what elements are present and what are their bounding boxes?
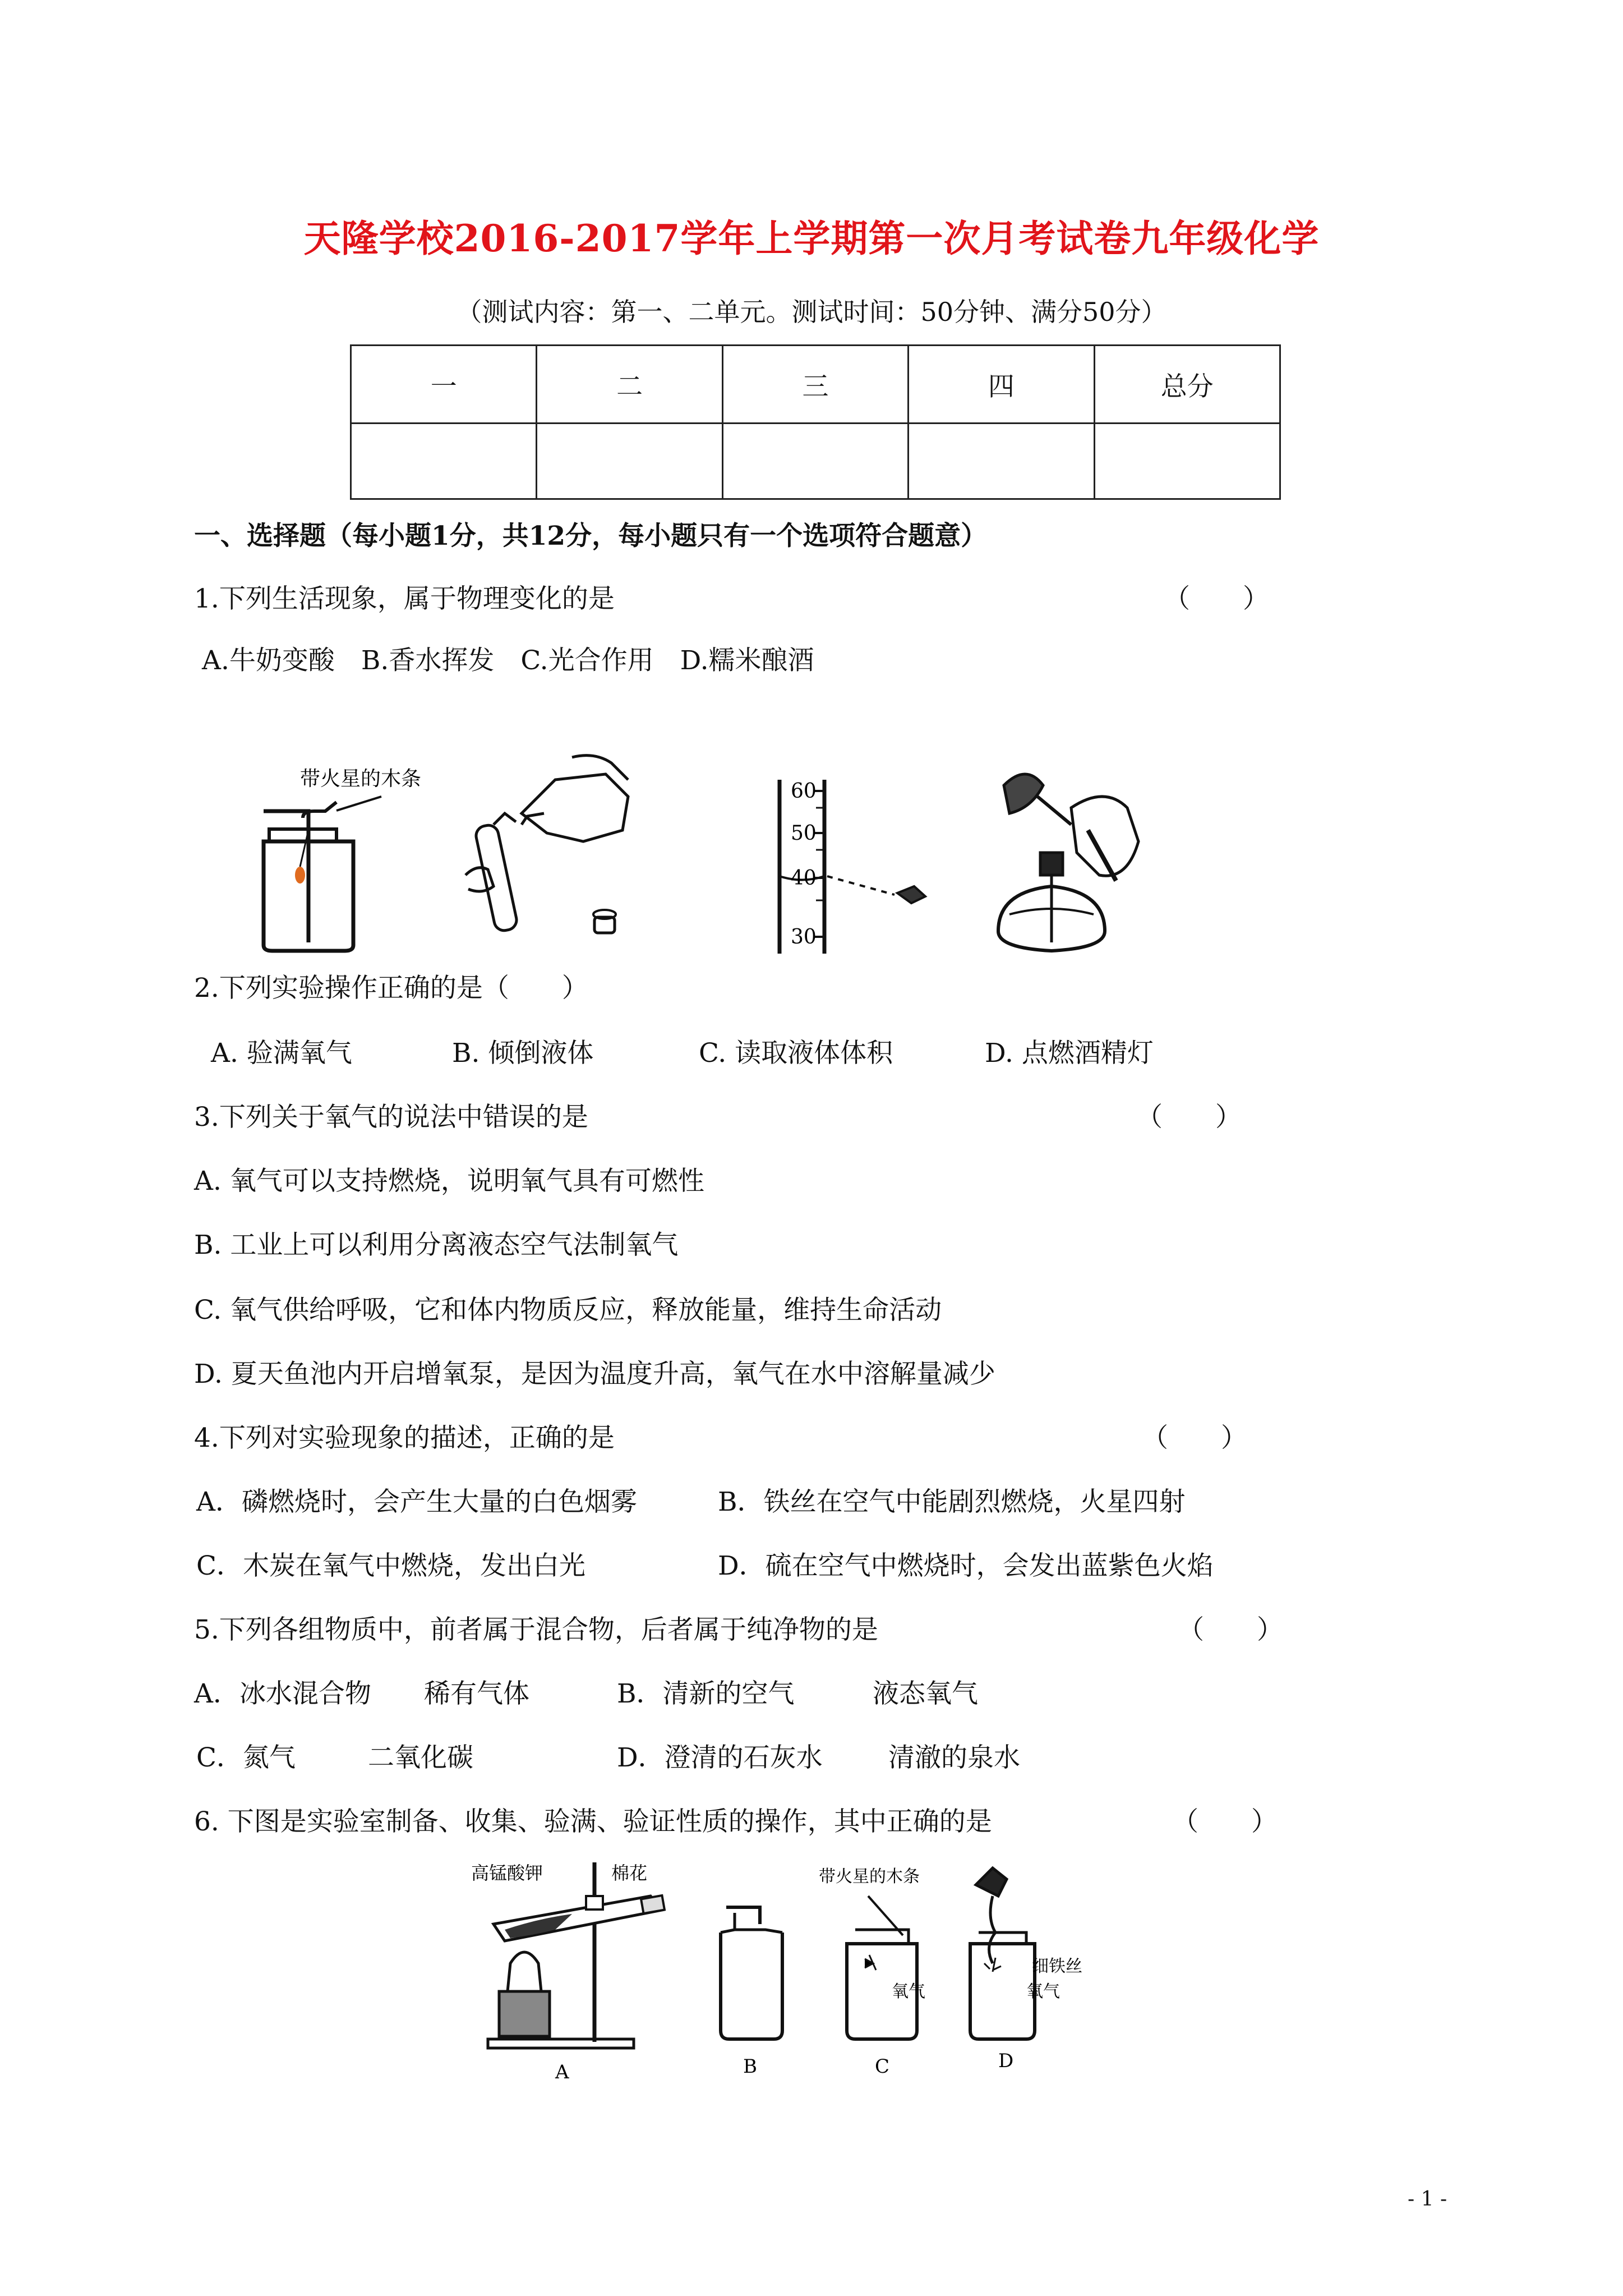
question-3-option-c: C. 氧气供给呼吸，它和体内物质反应，释放能量，维持生命活动 (194, 1295, 942, 1326)
question-5-option-a1: A．冰水混合物 (194, 1678, 371, 1709)
question-3-option-b: B. 工业上可以利用分离液态空气法制氧气 (194, 1230, 679, 1260)
question-4-stem: 4.下列对实验现象的描述，正确的是 (194, 1423, 615, 1453)
score-blank-cell (351, 424, 537, 499)
figure-label-oxygen-c: 氧气 (892, 1982, 925, 2001)
question-4-option-b: B．铁丝在空气中能剧烈燃烧，火星四射 (718, 1487, 1186, 1517)
cylinder-tick-label: 40 (791, 867, 817, 890)
question-2-stem: 2.下列实验操作正确的是（ ） (194, 973, 588, 1004)
question-3-stem: 3.下列关于氧气的说法中错误的是 (194, 1102, 588, 1133)
cylinder-tick-label: 60 (791, 780, 817, 803)
figure-label-splint: 带火星的木条 (300, 767, 422, 790)
question-3-option-a: A. 氧气可以支持燃烧，说明氧气具有可燃性 (194, 1166, 704, 1197)
question-3-answer-blank: （ ） (1136, 1102, 1242, 1133)
score-header-cell: 三 (722, 346, 908, 424)
question-3-option-d: D. 夏天鱼池内开启增氧泵，是因为温度升高，氧气在水中溶解量减少 (194, 1359, 995, 1389)
figure-label-kmno4: 高锰酸钾 (471, 1862, 543, 1884)
score-blank-cell (909, 424, 1094, 499)
score-blank-cell (1094, 424, 1280, 499)
score-table-header-row (351, 346, 1280, 424)
score-blank-cell (722, 424, 908, 499)
figure-graduated-cylinder (757, 774, 959, 965)
figure-a-heating-kmno4 (471, 1862, 665, 2083)
figure-label-cotton: 棉花 (611, 1862, 648, 1884)
figure-label-c: C (875, 2055, 890, 2078)
figure-label-b: B (743, 2055, 757, 2078)
figure-label-splint-c: 带火星的木条 (819, 1867, 920, 1887)
question-6-answer-blank: （ ） (1172, 1806, 1278, 1837)
question-4-option-c: C．木炭在氧气中燃烧，发出白光 (196, 1550, 585, 1581)
figure-label-iron-wire: 细铁丝 (1032, 1957, 1082, 1976)
question-5-option-b2: 液态氧气 (873, 1678, 978, 1709)
question-5-option-a2: 稀有气体 (424, 1678, 529, 1709)
figure-label-d: D (998, 2050, 1014, 2072)
score-blank-cell (537, 424, 722, 499)
cylinder-tick-label: 30 (791, 926, 817, 949)
question-2-option-a: A. 验满氧气 (211, 1038, 352, 1069)
question-5-option-d1: D．澄清的石灰水 (617, 1742, 823, 1773)
figure-oxygen-full-test (247, 757, 460, 959)
question-1-options: A.牛奶变酸 B.香水挥发 C.光合作用 D.糯米酿酒 (202, 645, 814, 676)
question-1-answer-blank: （ ） (1164, 583, 1269, 614)
score-header-cell: 总分 (1094, 346, 1280, 424)
exam-title: 天隆学校2016-2017学年上学期第一次月考试卷九年级化学 (303, 217, 1320, 260)
page-number: - 1 - (1408, 2188, 1447, 2211)
question-4-option-a: A．磷燃烧时，会产生大量的白色烟雾 (196, 1487, 637, 1517)
figure-b-collection-bottle (721, 1907, 782, 2078)
score-header-cell: 四 (909, 346, 1094, 424)
question-5-option-c1: C．氮气 (196, 1742, 296, 1773)
score-header-cell: 一 (351, 346, 537, 424)
question-5-option-d2: 清澈的泉水 (888, 1742, 1020, 1773)
section-heading: 一、选择题（每小题1分，共12分，每小题只有一个选项符合题意） (194, 521, 988, 551)
question-2-option-c: C. 读取液体体积 (699, 1038, 893, 1069)
question-4-answer-blank: （ ） (1142, 1423, 1247, 1453)
question-1-stem: 1.下列生活现象，属于物理变化的是 (194, 583, 615, 614)
question-6-stem: 6. 下图是实验室制备、收集、验满、验证性质的操作，其中正确的是 (194, 1806, 992, 1837)
question-5-option-c2: 二氧化碳 (368, 1742, 473, 1773)
figure-oxygen-experiments (460, 1851, 1144, 2087)
cylinder-tick-label: 50 (791, 822, 817, 845)
question-4-option-d: D．硫在空气中燃烧时，会发出蓝紫色火焰 (718, 1550, 1214, 1581)
figure-label-oxygen-d: 氧气 (1026, 1982, 1060, 2001)
figure-pouring-liquid (443, 746, 656, 959)
figure-c-oxygen-test (819, 1867, 925, 2078)
score-table (350, 344, 1281, 500)
question-5-option-b1: B．清新的空气 (617, 1678, 795, 1709)
exam-subtitle: （测试内容：第一、二单元。测试时间：50分钟、满分50分） (456, 297, 1167, 327)
figure-d-iron-wire (970, 1868, 1082, 2072)
question-2-option-b: B. 倾倒液体 (452, 1038, 594, 1069)
score-header-cell: 二 (537, 346, 722, 424)
question-5-answer-blank: （ ） (1178, 1614, 1283, 1645)
score-table-blank-row (351, 424, 1280, 499)
figure-label-a: A (555, 2061, 569, 2083)
question-2-option-d: D. 点燃酒精灯 (985, 1038, 1154, 1069)
question-5-stem: 5.下列各组物质中，前者属于混合物，后者属于纯净物的是 (194, 1614, 878, 1645)
figure-alcohol-lamp (987, 763, 1166, 965)
